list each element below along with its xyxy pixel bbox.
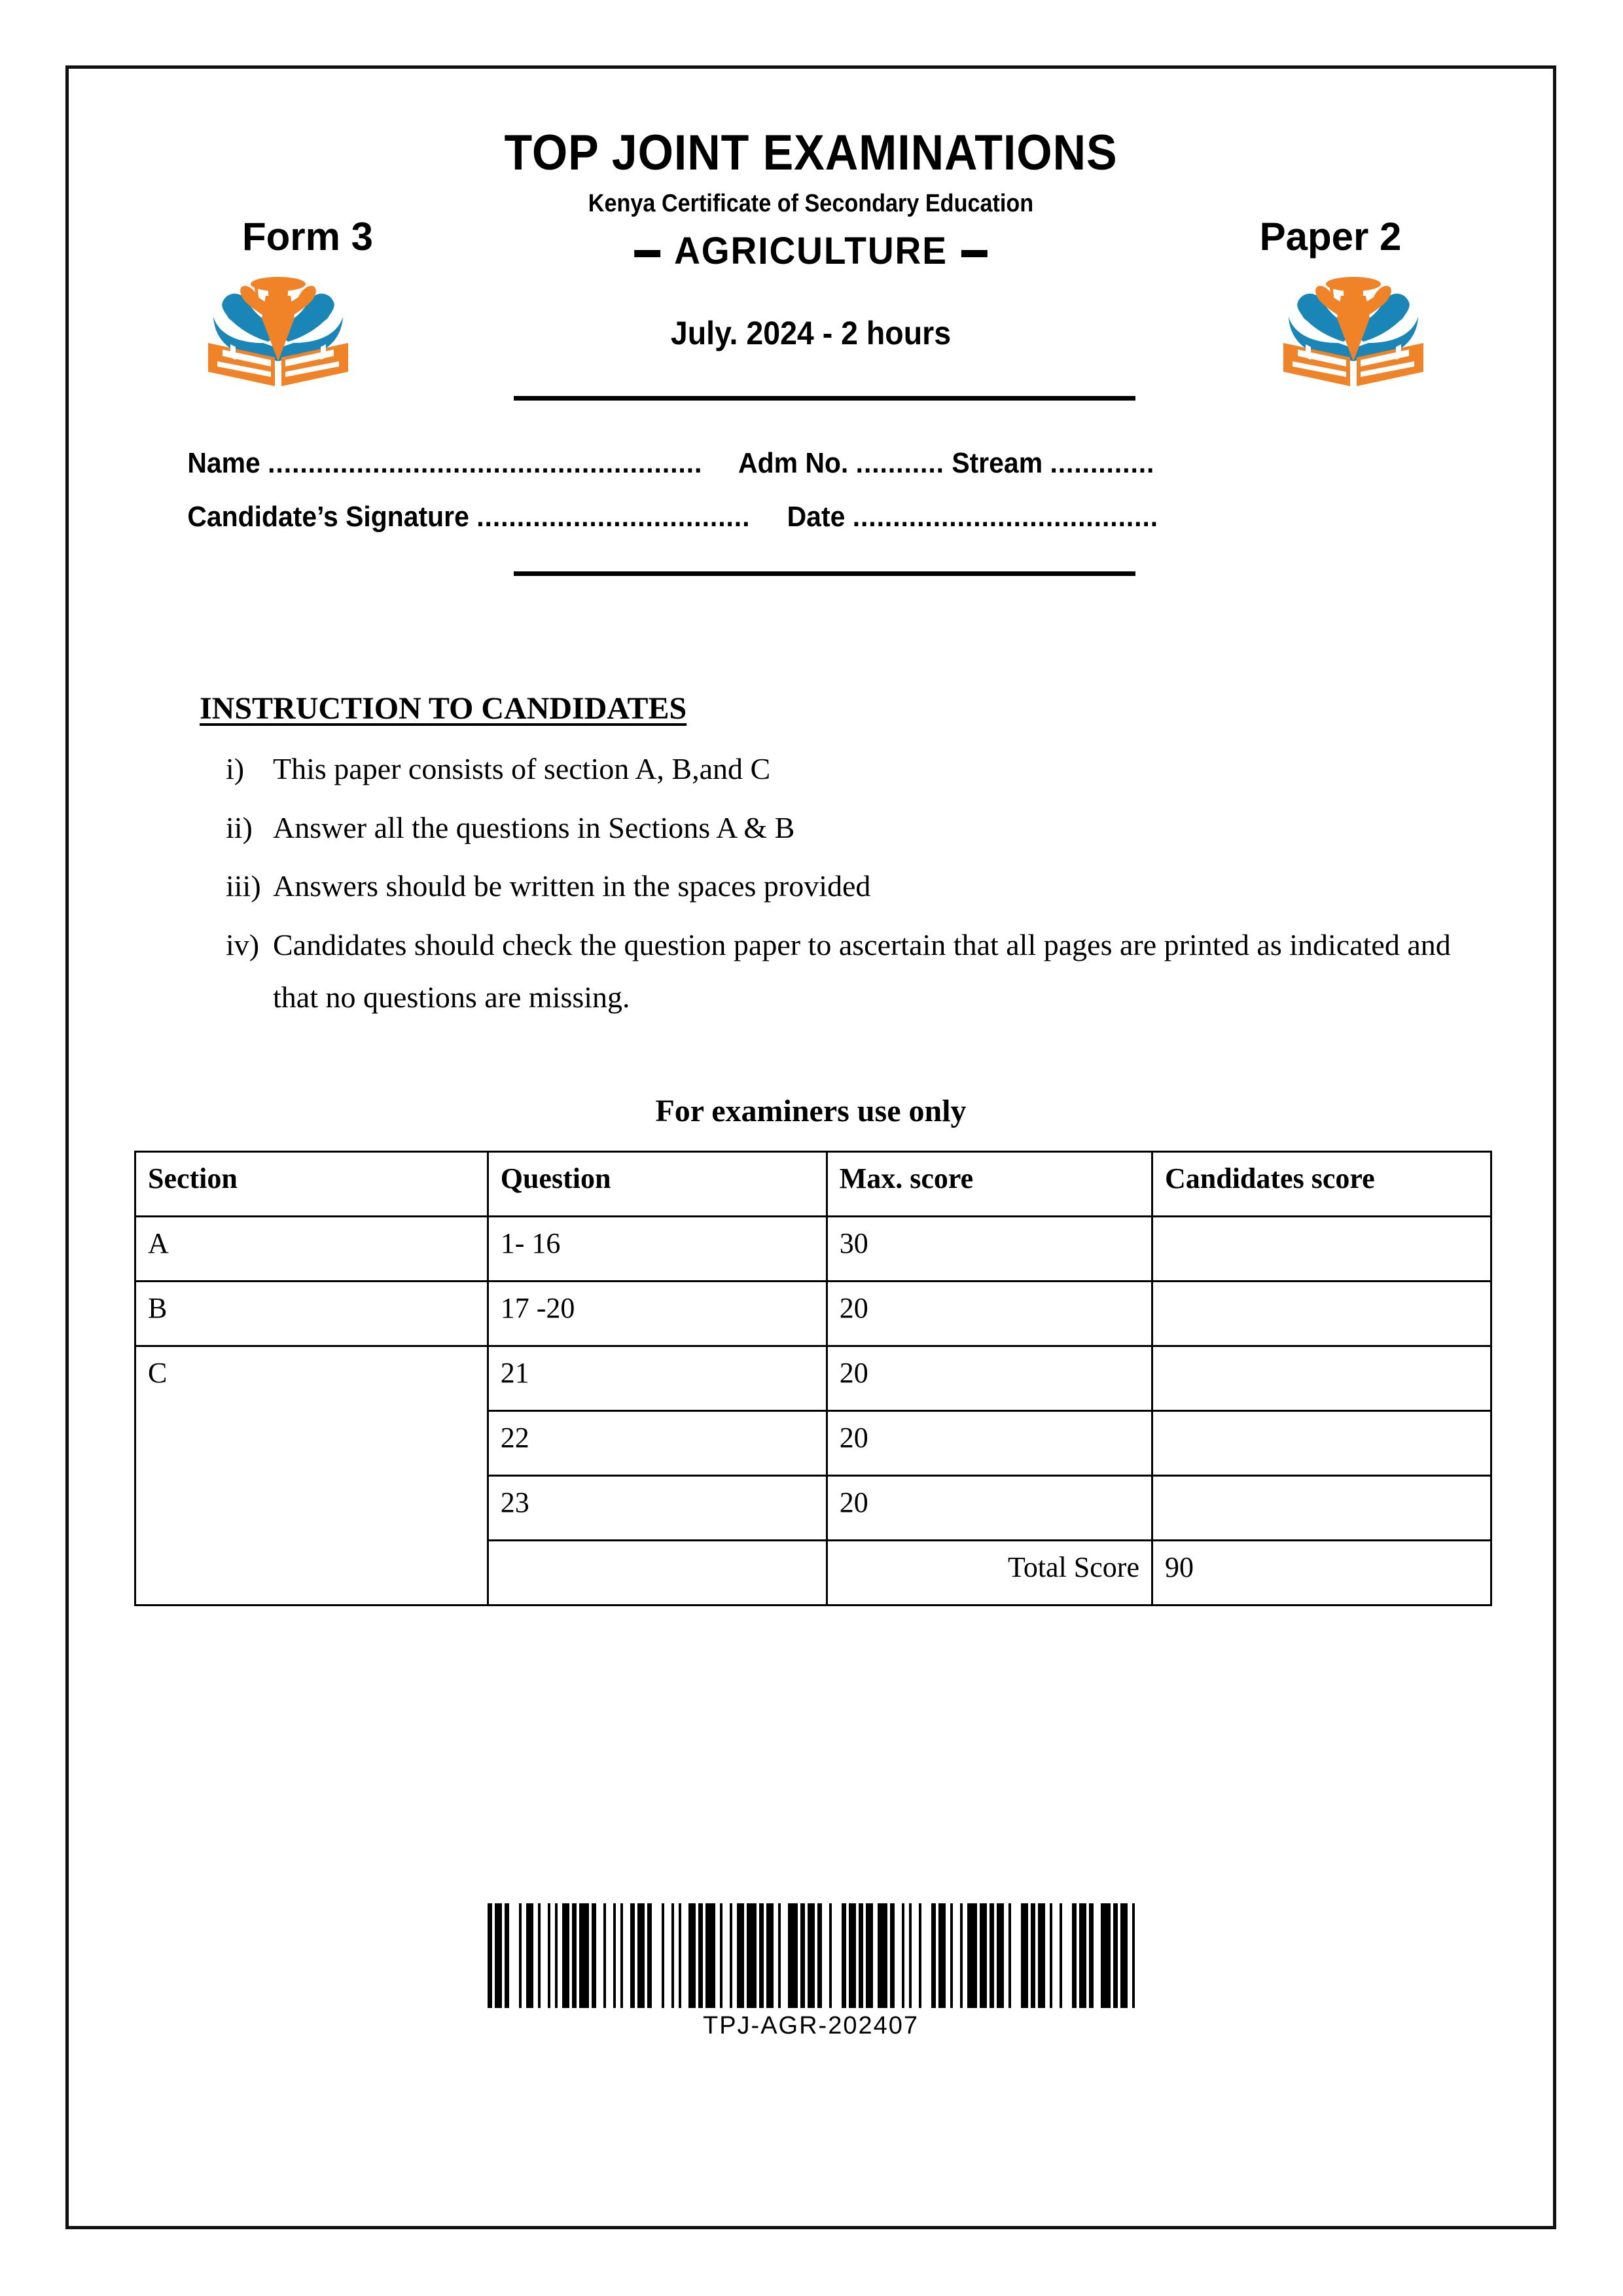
instruction-item	[226, 802, 1495, 855]
column-header-candidates-score: Candidates score	[1152, 1152, 1491, 1217]
cell-question: 22	[488, 1411, 827, 1476]
name-input-line[interactable]: ......................................................	[268, 447, 703, 479]
cell-section: A	[135, 1217, 488, 1282]
exam-subtitle: Kenya Certificate of Secondary Education	[588, 190, 1034, 217]
table-row	[135, 1282, 1491, 1346]
instruction-text: Answer all the questions in Sections A & B	[273, 810, 795, 844]
column-header-section: Section	[135, 1152, 488, 1217]
date-input-line[interactable]: ......................................	[852, 501, 1159, 533]
barcode-block	[69, 1895, 1553, 2040]
column-header-question: Question	[488, 1152, 827, 1217]
cell-question: 21	[488, 1346, 827, 1411]
column-header-max-score: Max. score	[827, 1152, 1152, 1217]
instruction-number: i)	[226, 752, 245, 785]
score-table-caption: For examiners use only	[655, 1094, 967, 1128]
instruction-text: Candidates should check the question paper to ascertain that all pages are printed as indicated and that no questions are missing.	[273, 927, 1451, 1014]
instructions-heading: INSTRUCTION TO CANDIDATES	[200, 691, 687, 726]
candidate-details-row-2	[69, 501, 1568, 533]
paper-label: Paper 2	[1259, 215, 1402, 259]
adm-no-label: Adm No.	[738, 447, 849, 479]
dash-right-icon	[961, 250, 988, 257]
cell-section: B	[135, 1282, 488, 1346]
stream-input-line[interactable]: .............	[1050, 447, 1155, 479]
date-label: Date	[787, 501, 846, 533]
candidate-details-row-1	[69, 447, 1568, 480]
cell-max-score: 20	[827, 1282, 1152, 1346]
cell-candidate-score[interactable]	[1152, 1411, 1491, 1476]
instruction-number: ii)	[226, 810, 253, 844]
instructions-list	[226, 743, 1495, 1030]
cell-candidate-score[interactable]	[1152, 1476, 1491, 1541]
dash-left-icon	[634, 250, 660, 257]
adm-no-input-line[interactable]: ...........	[855, 447, 944, 479]
graduation-book-logo-left	[203, 262, 353, 389]
cell-max-score: 20	[827, 1346, 1152, 1411]
instruction-number: iii)	[226, 869, 261, 903]
barcode-image	[488, 1903, 1135, 2008]
instruction-number: iv)	[226, 927, 260, 961]
cell-candidate-score[interactable]	[1152, 1217, 1491, 1282]
stream-label: Stream	[952, 447, 1043, 479]
total-score-label: Total Score	[827, 1541, 1152, 1605]
cell-question: 23	[488, 1476, 827, 1541]
barcode-label: TPJ-AGR-202407	[702, 2012, 919, 2039]
subject-line	[404, 229, 1218, 273]
exam-title: TOP JOINT EXAMINATIONS	[504, 125, 1118, 181]
signature-input-line[interactable]: ..................................	[476, 501, 751, 533]
cell-section: C	[135, 1346, 488, 1605]
page-frame	[65, 65, 1556, 2229]
cell-candidate-score[interactable]	[1152, 1282, 1491, 1346]
table-row	[135, 1346, 1491, 1411]
total-score-value: 90	[1152, 1541, 1491, 1605]
signature-label: Candidate’s Signature	[187, 501, 469, 533]
exam-header	[69, 69, 1553, 605]
instruction-item	[226, 919, 1495, 1024]
cell-max-score: 30	[827, 1217, 1152, 1282]
examiners-score-table	[134, 1151, 1492, 1606]
cell-candidate-score[interactable]	[1152, 1346, 1491, 1411]
header-rule-top	[514, 396, 1135, 401]
header-rule-bottom	[514, 571, 1135, 576]
table-header-row	[135, 1152, 1491, 1217]
form-label: Form 3	[241, 215, 374, 259]
instruction-item	[226, 860, 1495, 913]
name-label: Name	[187, 447, 260, 479]
cell-max-score: 20	[827, 1411, 1152, 1476]
graduation-book-logo-right	[1278, 262, 1429, 389]
instruction-text: Answers should be written in the spaces provided	[273, 869, 871, 903]
subject-name: AGRICULTURE	[674, 230, 948, 272]
table-row	[135, 1217, 1491, 1282]
cell-question: 1- 16	[488, 1217, 827, 1282]
instruction-item	[226, 743, 1495, 796]
cell-total-spacer	[488, 1541, 827, 1605]
cell-question: 17 -20	[488, 1282, 827, 1346]
cell-max-score: 20	[827, 1476, 1152, 1541]
instruction-text: This paper consists of section A, B,and C	[273, 752, 771, 785]
exam-date-duration: July. 2024 - 2 hours	[670, 315, 952, 351]
